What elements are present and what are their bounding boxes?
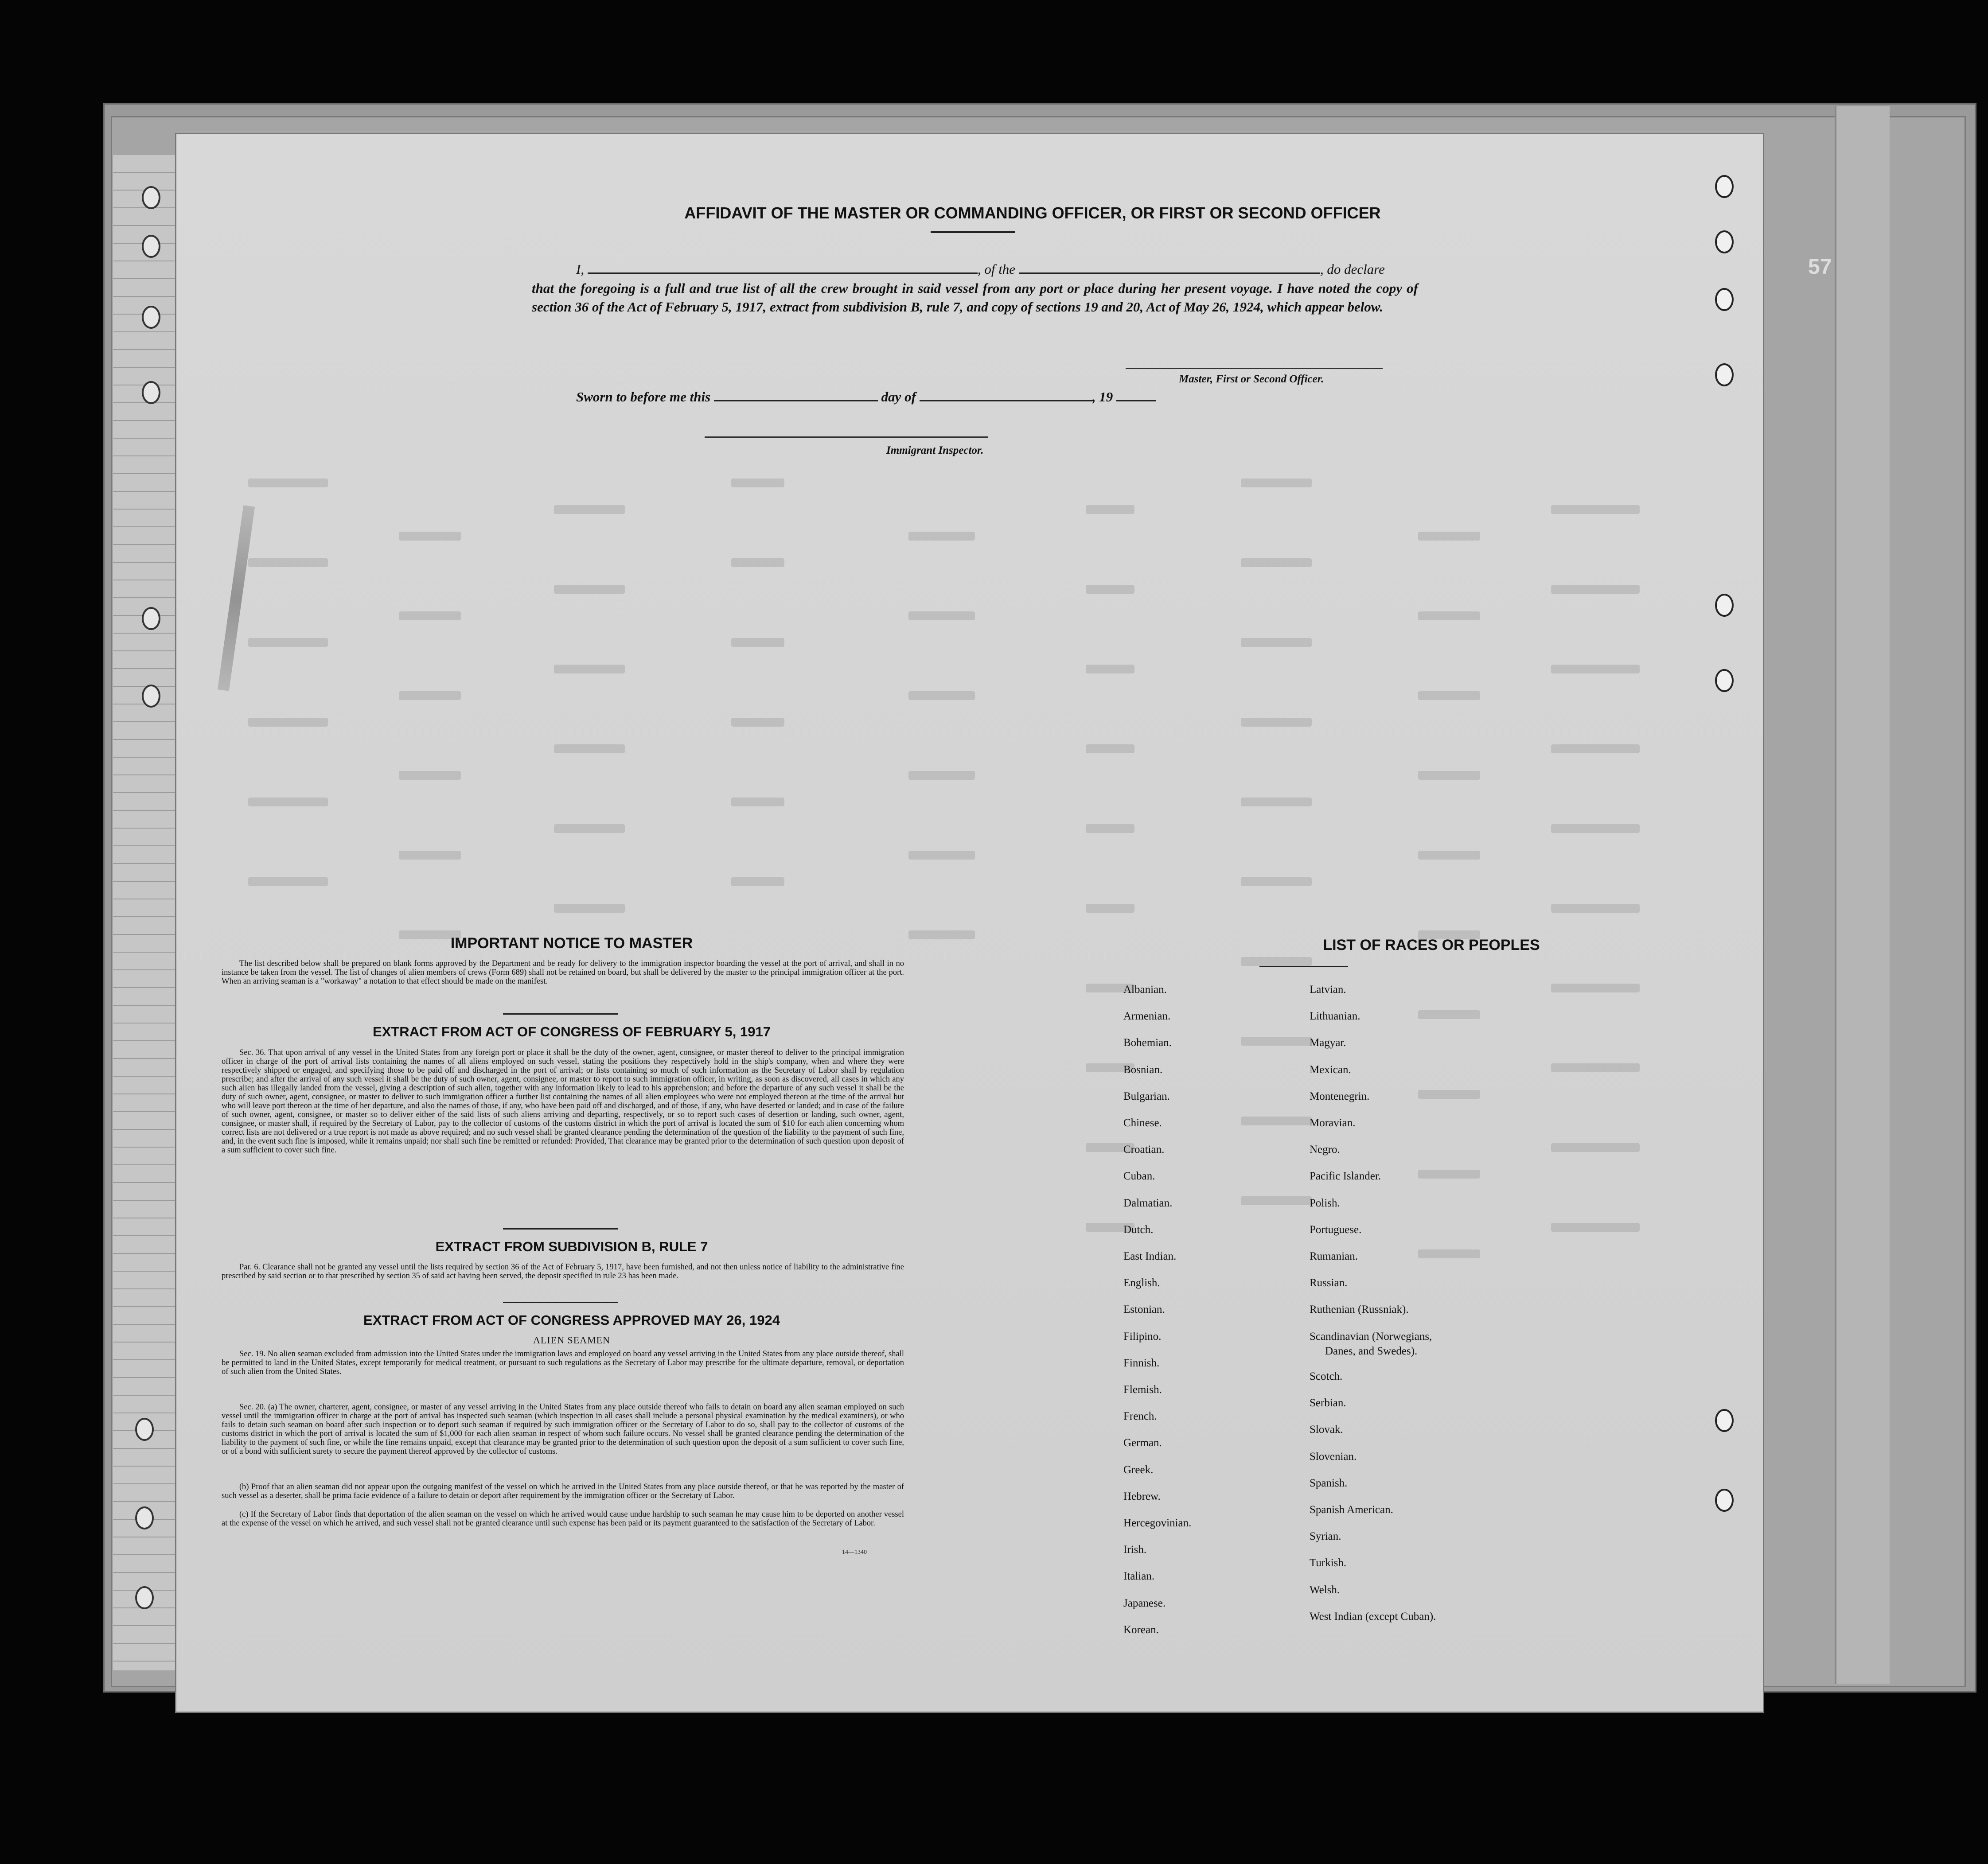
punch-hole (142, 306, 160, 329)
show-through-text (399, 611, 461, 620)
punch-hole (1715, 1489, 1734, 1512)
race-item: Chinese. (1123, 1117, 1162, 1129)
affidavit-body: that the foregoing is a full and true list of all the crew brought in said vessel from any port or place during her present voyage. I have noted the copy of section 36 of the Act of February 5, 1917, extract from subdivision B, rule 7, and copy of sections 19 and 20, Act of May 26, 1924, which appear below. (532, 280, 1418, 315)
race-item: Negro. (1310, 1144, 1340, 1156)
race-item: Spanish. (1310, 1477, 1348, 1489)
show-through-text (731, 798, 784, 806)
punch-hole (1715, 363, 1734, 386)
race-item: Korean. (1123, 1623, 1159, 1636)
show-through-text (248, 798, 328, 806)
punch-hole (1715, 669, 1734, 692)
race-item: Rumanian. (1310, 1250, 1358, 1262)
page-number: 57 (1808, 255, 1832, 279)
inspector-caption: Immigrant Inspector. (886, 444, 984, 456)
divider (503, 1302, 618, 1303)
race-item: Scotch. (1310, 1370, 1343, 1382)
show-through-text (248, 558, 328, 567)
extract-1917-text: Sec. 36. That upon arrival of any vessel in the United States from any foreign port or place it shall be the duty of the owner, agent, consignee, or master thereof to deliver to the principal immigration officer in charge of the port of arrival lists containing the names of all aliens employed on such vessel, stating the positions they respectively hold in the ship's company, when and where they were respectively shipped or engaged, and specifying those to be paid off and discharged in the port of arrival; or lists containing so much of such information as the Secretary of Labor shall by regulation prescribe; and after the arrival of any such vessel it shall be the duty of such owner, agent, consignee, or master to report to such immigration officer, in writing, as soon as discovered, all cases in which any such alien has illegally landed from the vessel, giving a description of such alien, together with any information likely to lead to his apprehension; and before the departure of any such vessel it shall be the duty of such owner, agent, consignee, or master to deliver to such immigration officer a further list containing the names of all alien employees who were not employed thereon at the time of the arrival but who will leave port thereon at the time of her departure, and also the names of those, if any, who have been paid off and discharged, and of those, if any, who have deserted or landed; and in case of the failure of such owner, agent, consignee, or master so to deliver either of the said lists of such aliens arriving and departing, respectively, or so to report such cases of desertion or landing, such owner, agent, consignee, or master shall, if required by the Secretary of Labor, pay to the collector of customs of the customs district in which the port of arrival is located the sum of $10 for each alien concerning whom correct lists are not delivered or a true report is not made as above required; and no such vessel shall be granted clearance pending the determination of the question of the liability to the payment of such fine, and, in the event such fine is imposed, while it remains unpaid; nor shall such fine be remitted or refunded: Provided, That clearance may be granted prior to the determination of such question upon deposit of a sum sufficient to cover such fine. (222, 1048, 904, 1155)
show-through-text (1241, 558, 1312, 567)
punch-hole (142, 381, 160, 404)
race-item: Spanish American. (1310, 1503, 1393, 1516)
section-20b-text: (b) Proof that an alien seaman did not appear upon the outgoing manifest of the vessel on which he arrived in the United States from any place outside thereof, or that he was reported by the master of such vessel as a deserter, shall be prima facie evidence of a failure to detain or deport after requirement by the immigration officer or the Secretary of Labor. (222, 1483, 904, 1500)
race-item: Polish. (1310, 1197, 1340, 1209)
punch-hole (135, 1586, 154, 1609)
race-item: German. (1123, 1437, 1162, 1449)
show-through-text (1086, 744, 1134, 753)
show-through-text (731, 877, 784, 886)
punch-hole (1715, 594, 1734, 617)
punch-hole (1715, 230, 1734, 253)
race-item: Serbian. (1310, 1397, 1346, 1409)
race-item: Russian. (1310, 1277, 1348, 1289)
race-item: Lithuanian. (1310, 1010, 1360, 1023)
sworn-year: , 19 (1092, 389, 1113, 405)
show-through-text (731, 638, 784, 647)
section-20c-text: (c) If the Secretary of Labor finds that deportation of the alien seaman on the vessel on which he arrived would cause undue hardship to such seaman he may cause him to be deported on another vessel at the expense of the vessel on which he arrived, and such vessel shall not be granted clearance until such expense has been paid or its payment guaranteed to the satisfaction of the Secretary of Labor. (222, 1510, 904, 1528)
show-through-text (1241, 957, 1312, 966)
sworn-prefix: Sworn to before me this (576, 389, 711, 405)
race-item: Ruthenian (Russniak). (1310, 1304, 1409, 1316)
race-item: Bohemian. (1123, 1037, 1172, 1049)
show-through-text (1551, 904, 1640, 913)
show-through-text (1086, 904, 1134, 913)
show-through-text (399, 851, 461, 860)
extract-rule7-title: EXTRACT FROM SUBDIVISION B, RULE 7 (435, 1239, 708, 1254)
show-through-text (1418, 1170, 1480, 1179)
vessel-blank[interactable] (1019, 262, 1320, 274)
show-through-text (1418, 1090, 1480, 1099)
race-item: Pacific Islander. (1310, 1170, 1381, 1183)
show-through-text (248, 479, 328, 487)
show-through-text (399, 532, 461, 541)
race-item: Latvian. (1310, 984, 1346, 996)
show-through-text (1551, 1143, 1640, 1152)
inspector-signature-line[interactable] (705, 436, 988, 438)
show-through-text (1418, 771, 1480, 780)
punch-hole (142, 685, 160, 708)
show-through-text (908, 771, 975, 780)
race-item: Portuguese. (1310, 1223, 1362, 1236)
alien-seamen-subtitle: ALIEN SEAMEN (533, 1335, 610, 1346)
race-item: Finnish. (1123, 1357, 1160, 1369)
sworn-line (576, 389, 1156, 405)
race-item: Welsh. (1310, 1584, 1340, 1596)
punch-hole (135, 1506, 154, 1529)
show-through-text (248, 718, 328, 727)
punch-hole (1715, 288, 1734, 311)
race-item: Slovak. (1310, 1424, 1343, 1436)
show-through-text (554, 744, 625, 753)
show-through-text (1418, 532, 1480, 541)
affidavit-declare: , do declare (1320, 261, 1385, 277)
show-through-text (1418, 851, 1480, 860)
race-item: Croatian. (1123, 1144, 1165, 1156)
sworn-day-blank[interactable] (714, 389, 878, 401)
sworn-month-blank[interactable] (920, 389, 1092, 401)
show-through-text (1241, 1117, 1312, 1125)
divider (503, 1013, 618, 1015)
show-through-text (1241, 479, 1312, 487)
show-through-text (1241, 1037, 1312, 1046)
extract-1924-title: EXTRACT FROM ACT OF CONGRESS APPROVED MAY 26, 1924 (363, 1312, 780, 1328)
punch-hole (142, 607, 160, 630)
race-item: Bosnian. (1123, 1063, 1163, 1076)
race-item: French. (1123, 1410, 1157, 1423)
show-through-text (908, 691, 975, 700)
race-item: Moravian. (1310, 1117, 1356, 1129)
show-through-text (1551, 505, 1640, 514)
punch-hole (135, 1418, 154, 1441)
show-through-text (554, 585, 625, 594)
show-through-text (1418, 1010, 1480, 1019)
race-item: Japanese. (1123, 1597, 1166, 1609)
sworn-day-of: day of (881, 389, 916, 405)
affidavit-title: AFFIDAVIT OF THE MASTER OR COMMANDING OFFICER, OR FIRST OR SECOND OFFICER (684, 204, 1381, 222)
affidavit-i: I, (576, 261, 585, 277)
show-through-text (731, 718, 784, 727)
races-title: LIST OF RACES OR PEOPLES (1323, 937, 1540, 953)
section-19-text: Sec. 19. No alien seaman excluded from admission into the United States under the immigration laws and employed on board any vessel arriving in the United States from any place outside thereof, shall be permitted to land in the United States, except temporarily for medical treatment, or pursuant to such regulations as the Secretary of Labor may prescribe for the ultimate departure, removal, or deportation of such alien from the United States. (222, 1350, 904, 1376)
race-item: Hercegovinian. (1123, 1517, 1192, 1529)
show-through-text (1551, 824, 1640, 833)
show-through-text (1241, 1196, 1312, 1205)
show-through-text (554, 904, 625, 913)
show-through-text (731, 479, 784, 487)
race-item: East Indian. (1123, 1250, 1177, 1262)
name-blank[interactable] (588, 262, 978, 274)
show-through-text (1241, 877, 1312, 886)
race-item: Albanian. (1123, 984, 1167, 996)
affidavit-page (175, 133, 1764, 1713)
race-item: Bulgarian. (1123, 1090, 1170, 1102)
show-through-text (1551, 665, 1640, 673)
show-through-text (1551, 1063, 1640, 1072)
races-underline (1259, 966, 1348, 967)
race-item: Dalmatian. (1123, 1197, 1173, 1209)
race-item: Scandinavian (Norwegians, (1310, 1330, 1432, 1343)
show-through-text (399, 771, 461, 780)
punch-hole (142, 235, 160, 258)
race-item: Slovenian. (1310, 1450, 1357, 1463)
show-through-text (908, 532, 975, 541)
master-signature-line[interactable] (1126, 368, 1383, 369)
race-item: Mexican. (1310, 1063, 1351, 1076)
race-item: Danes, and Swedes). (1325, 1345, 1418, 1357)
show-through-text (908, 851, 975, 860)
affidavit-of-the: , of the (977, 261, 1016, 277)
title-underline (931, 231, 1015, 233)
show-through-text (1086, 665, 1134, 673)
form-code: 14—1340 (842, 1549, 867, 1556)
race-item: Greek. (1123, 1463, 1154, 1476)
divider (503, 1228, 618, 1230)
punch-hole (142, 186, 160, 209)
race-item: Turkish. (1310, 1557, 1347, 1569)
section-20a-text: Sec. 20. (a) The owner, charterer, agent, consignee, or master of any vessel arriving in the United States from any place outside thereof who fails to detain on board any alien seaman employed on such vessel until the immigration officer in charge at the port of arrival has inspected such seaman (which inspection in all cases shall include a personal physical examination by the medical examiners), or who fails to detain such seaman on board after such inspection or to deport such seaman if required by such immigration officer or the Secretary of Labor to do so, shall pay to the collector of customs of the customs district in which the port of arrival is located the sum of $1,000 for each alien seaman in respect of whom such failure occurs. No vessel shall be granted clearance pending the determination of the liability to the payment of such fine, or while the fine remains unpaid, except that clearance may be granted prior to the determination of such question upon the deposit of a sum sufficient to cover such fine, or of a bond with sufficient surety to secure the payment thereof approved by the collector of customs. (222, 1403, 904, 1456)
show-through-text (1551, 1223, 1640, 1232)
show-through-text (1551, 744, 1640, 753)
show-through-text (1086, 585, 1134, 594)
show-through-text (1551, 585, 1640, 594)
race-item: Irish. (1123, 1544, 1147, 1556)
sworn-year-blank[interactable] (1116, 389, 1156, 401)
show-through-text (1241, 638, 1312, 647)
race-item: West Indian (except Cuban). (1310, 1610, 1436, 1623)
race-item: Dutch. (1123, 1223, 1154, 1236)
race-item: Flemish. (1123, 1384, 1162, 1396)
show-through-text (731, 558, 784, 567)
show-through-text (1418, 611, 1480, 620)
race-item: English. (1123, 1277, 1160, 1289)
affidavit-first-line (576, 261, 1385, 277)
race-item: Montenegrin. (1310, 1090, 1370, 1102)
punch-hole (1715, 1409, 1734, 1432)
show-through-text (248, 638, 328, 647)
show-through-text (1551, 984, 1640, 992)
race-item: Estonian. (1123, 1304, 1165, 1316)
show-through-text (554, 824, 625, 833)
notice-text: The list described below shall be prepared on blank forms approved by the Department and be ready for delivery to the immigration inspector boarding the vessel at the port of arrival, and shall in no instance be taken from the vessel. The list of changes of alien members of crews (Form 689) shall not be retained on board, but shall be delivered by the master to the principal immigration officer at the port. When an arriving seaman is a "workaway" a notation to that effect should be made on the manifest. (222, 959, 904, 986)
show-through-text (399, 691, 461, 700)
show-through-text (1418, 1249, 1480, 1258)
show-through-text (1241, 798, 1312, 806)
show-through-text (554, 665, 625, 673)
show-through-text (1086, 505, 1134, 514)
race-item: Filipino. (1123, 1330, 1162, 1343)
show-through-text (908, 611, 975, 620)
race-item: Magyar. (1310, 1037, 1346, 1049)
show-through-text (248, 877, 328, 886)
extract-1917-title: EXTRACT FROM ACT OF CONGRESS OF FEBRUARY 5, 1917 (373, 1024, 771, 1039)
show-through-text (554, 505, 625, 514)
show-through-text (1086, 824, 1134, 833)
back-sheet-edge (1835, 106, 1890, 1684)
race-item: Hebrew. (1123, 1490, 1161, 1502)
notice-title: IMPORTANT NOTICE TO MASTER (450, 935, 693, 952)
show-through-text (1241, 718, 1312, 727)
extract-rule7-text: Par. 6. Clearance shall not be granted any vessel until the lists required by section 36 of the Act of February 5, 1917, have been furnished, and not then unless notice of liability to the administrative fine prescribed by said section or to that prescribed by section 35 of said act having been served, the deposit specified in rule 23 has been made. (222, 1263, 904, 1280)
punch-hole (1715, 175, 1734, 198)
race-item: Cuban. (1123, 1170, 1155, 1183)
race-item: Italian. (1123, 1570, 1155, 1583)
master-caption: Master, First or Second Officer. (1179, 373, 1324, 385)
show-through-text (1418, 691, 1480, 700)
race-item: Armenian. (1123, 1010, 1171, 1023)
race-item: Syrian. (1310, 1530, 1341, 1543)
